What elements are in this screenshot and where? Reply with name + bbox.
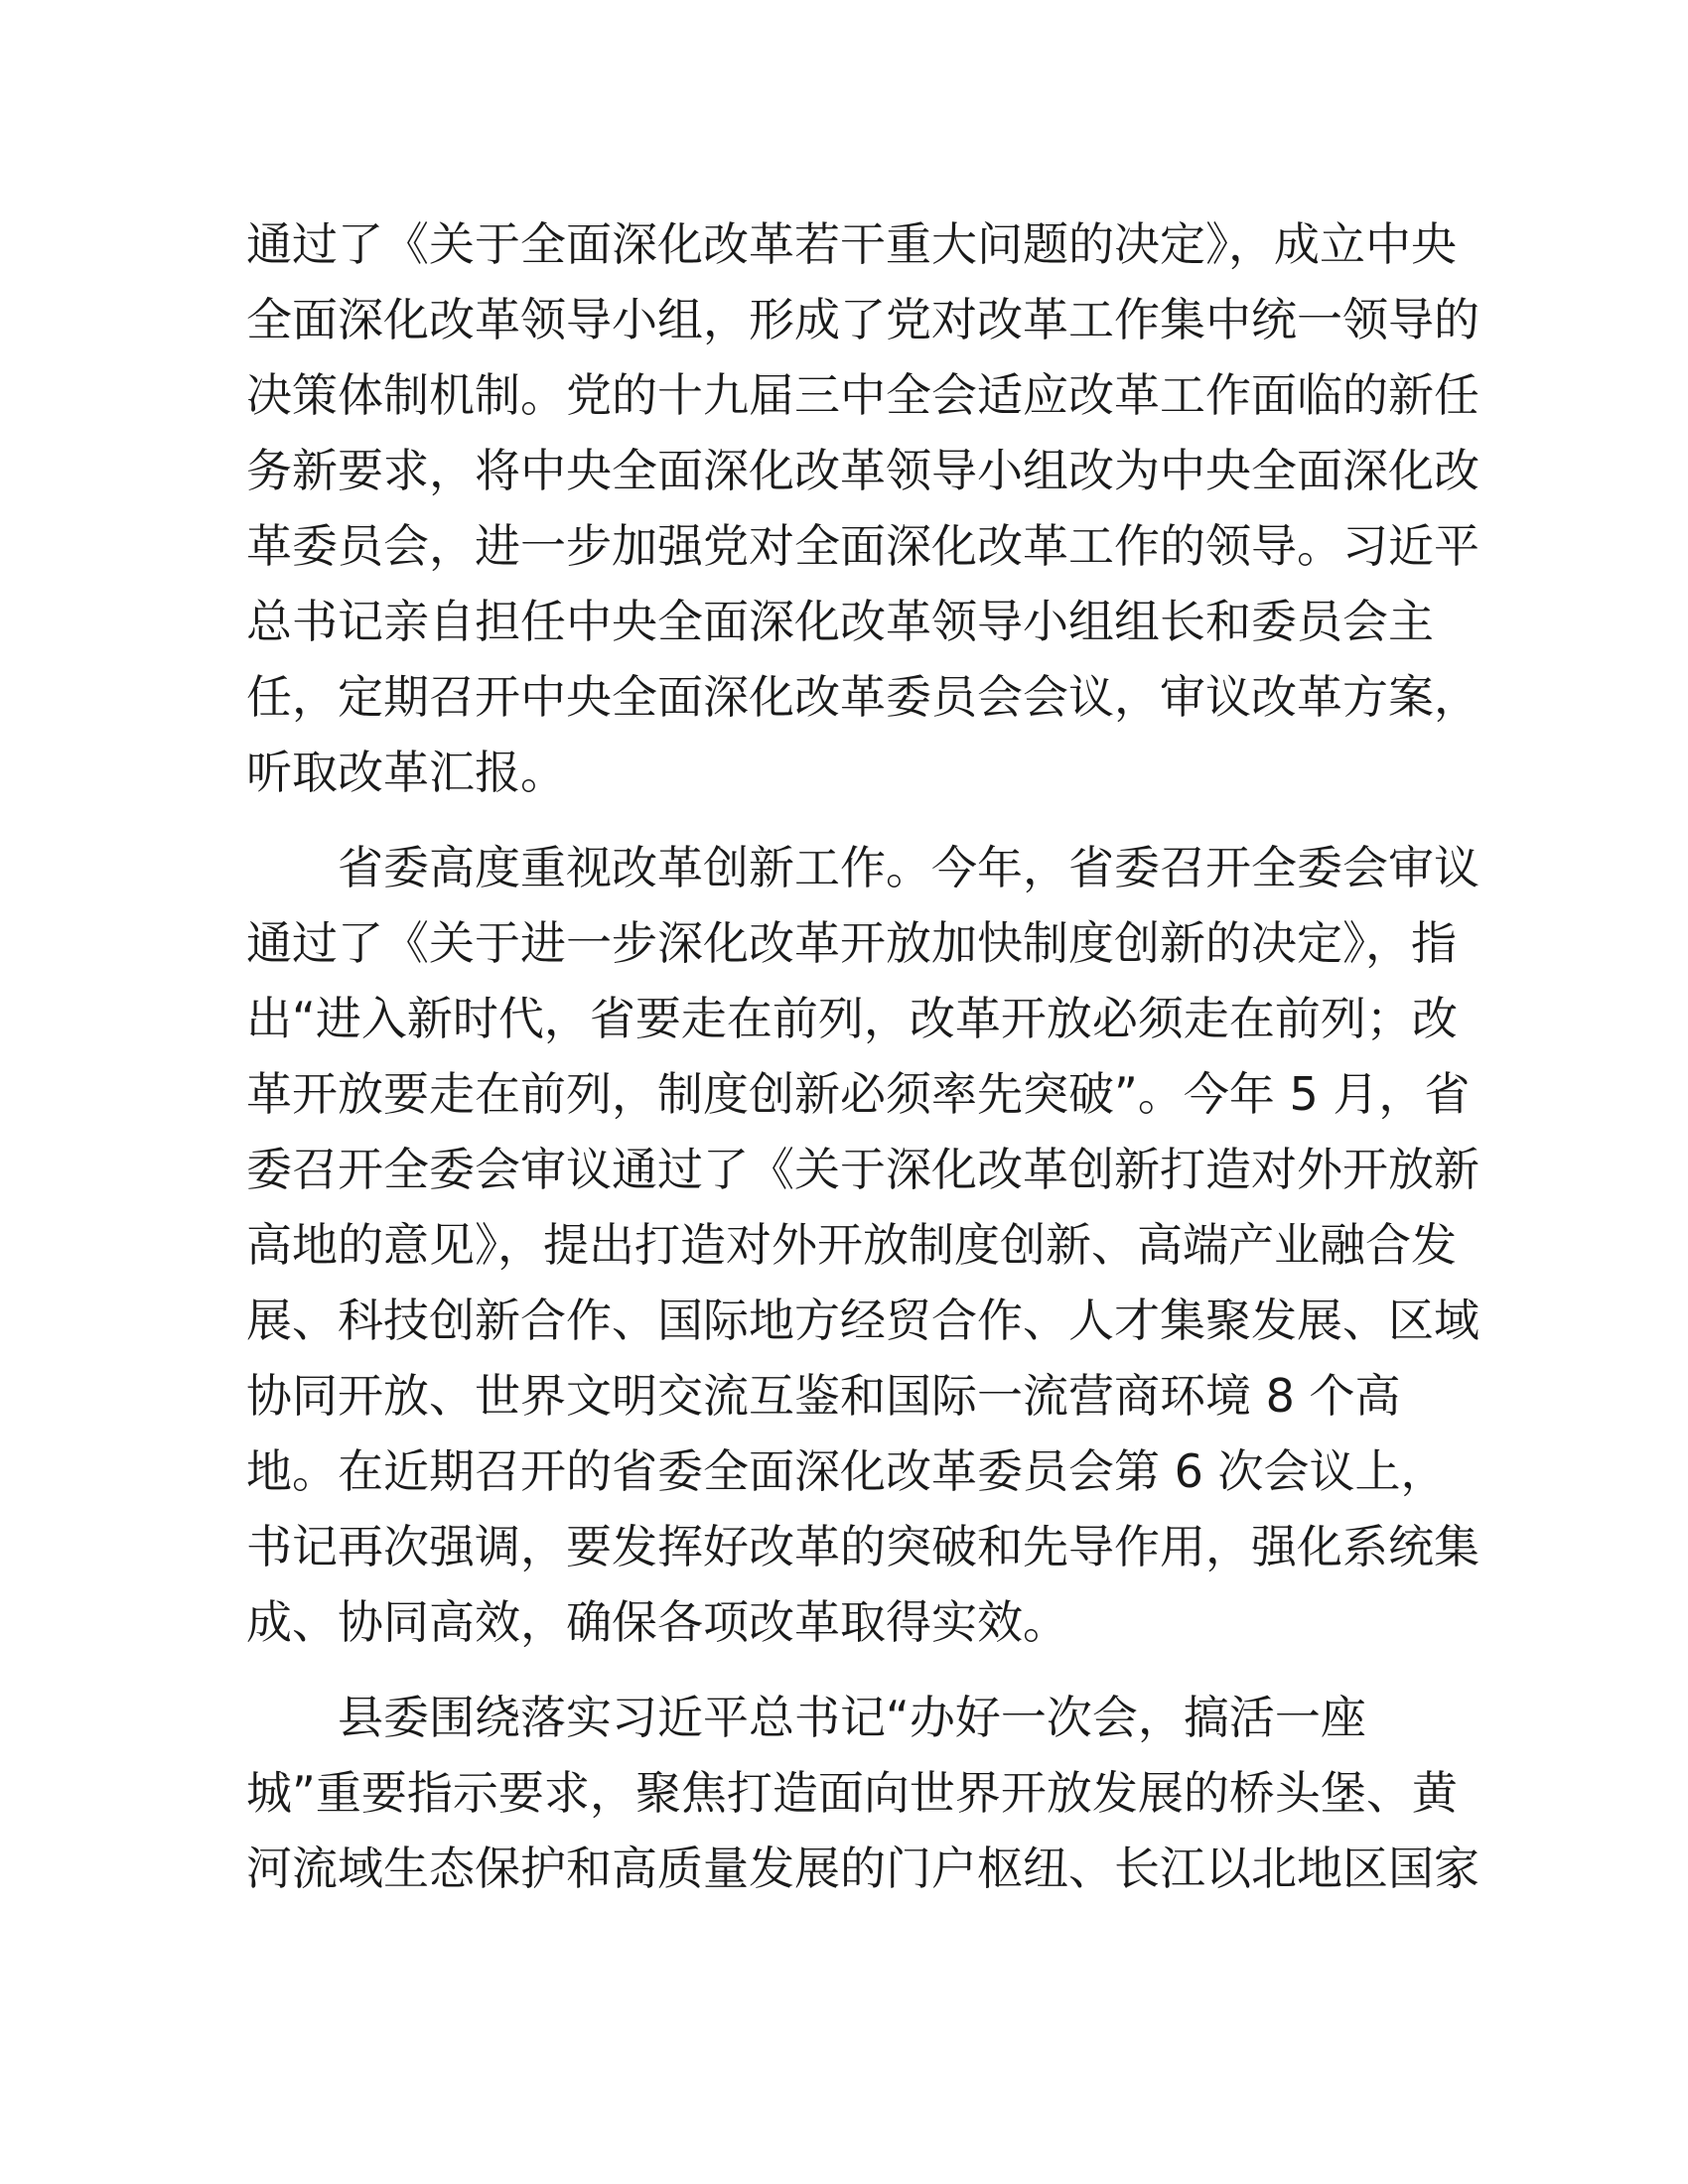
text-line: 通过了《关于全面深化改革若干重大问题的决定》，成立中央 — [246, 217, 1457, 271]
text-line: 总书记亲自担任中央全面深化改革领导小组组长和委员会主 — [246, 595, 1434, 648]
text-line: 全面深化改革领导小组，形成了党对改革工作集中统一领导的 — [246, 293, 1479, 346]
text-line: 决策体制机制。党的十九届三中全会适应改革工作面临的新任 — [246, 368, 1479, 422]
text-line: 协同开放、世界文明交流互鉴和国际一流营商环境 8 个高 — [246, 1369, 1401, 1423]
text-line: 县委围绕落实习近平总书记“办好一次会，搞活一座 — [338, 1691, 1366, 1744]
text-line: 革开放要走在前列，制度创新必须率先突破”。今年 5 月，省 — [246, 1067, 1471, 1121]
paragraph-3 — [246, 1680, 1479, 1906]
text-line: 务新要求，将中央全面深化改革领导小组改为中央全面深化改 — [246, 444, 1479, 497]
paragraph-1 — [246, 206, 1479, 810]
text-line: 成、协同高效，确保各项改革取得实效。 — [246, 1595, 1068, 1649]
text-line: 任，定期召开中央全面深化改革委员会会议，审议改革方案， — [246, 670, 1479, 724]
text-line: 通过了《关于进一步深化改革开放加快制度创新的决定》，指 — [246, 916, 1457, 970]
text-line: 革委员会，进一步加强党对全面深化改革工作的领导。习近平 — [246, 519, 1479, 573]
text-line: 委召开全委会审议通过了《关于深化改革创新打造对外开放新 — [246, 1143, 1479, 1196]
text-line: 书记再次强调，要发挥好改革的突破和先导作用，强化系统集 — [246, 1520, 1479, 1573]
paragraph-spacer — [246, 810, 1438, 830]
text-line: 城”重要指示要求，聚焦打造面向世界开放发展的桥头堡、黄 — [246, 1766, 1458, 1820]
text-line: 出“进入新时代，省要走在前列，改革开放必须走在前列；改 — [246, 992, 1458, 1045]
text-line: 展、科技创新合作、国际地方经贸合作、人才集聚发展、区域 — [246, 1294, 1479, 1347]
text-line: 地。在近期召开的省委全面深化改革委员会第 6 次会议上， — [246, 1444, 1447, 1498]
document-body — [246, 206, 1479, 1906]
text-line: 高地的意见》，提出打造对外开放制度创新、高端产业融合发 — [246, 1218, 1457, 1272]
text-line: 省委高度重视改革创新工作。今年，省委召开全委会审议 — [338, 841, 1479, 894]
text-line: 听取改革汇报。 — [246, 746, 566, 799]
text-line: 河流域生态保护和高质量发展的门户枢纽、长江以北地区国家 — [246, 1842, 1479, 1895]
paragraph-spacer — [246, 1660, 1438, 1680]
paragraph-2 — [246, 830, 1479, 1660]
